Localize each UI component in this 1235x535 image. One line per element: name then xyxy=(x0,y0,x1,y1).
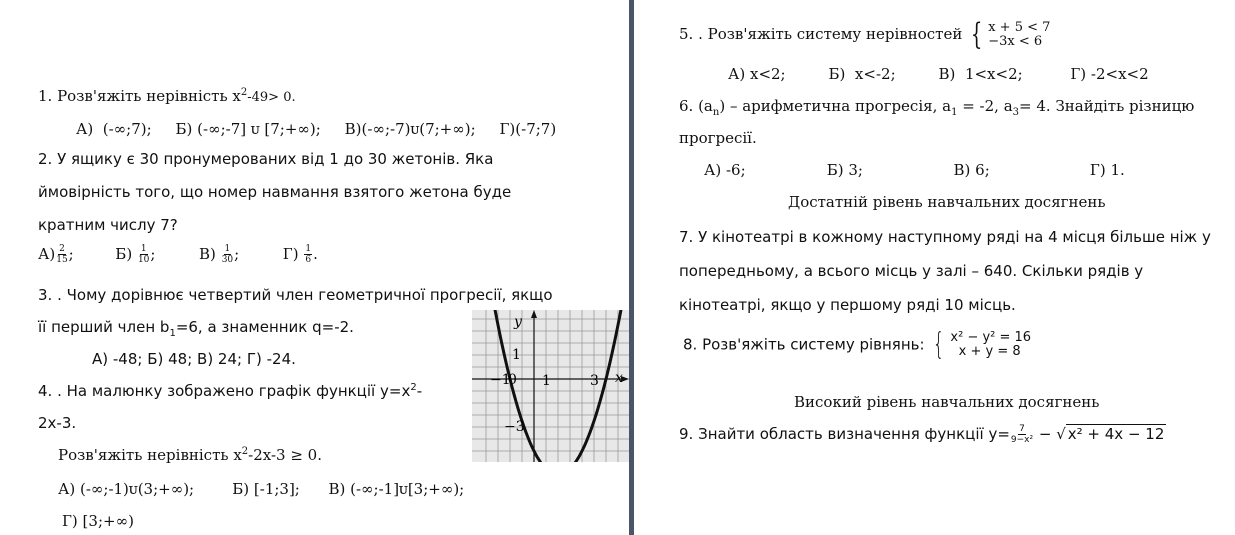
question-2-line-3: кратним числу 7? xyxy=(38,216,178,234)
question-2-answers xyxy=(38,244,318,265)
question-3-line-2: її перший член $b_1=6$, а знаменник q=-2. xyxy=(38,318,354,339)
question-7-line-2: попередньому, а всього місць у залі – 640. Скільки рядів у xyxy=(679,262,1144,280)
question-7-line-3: кінотеатрі, якщо у першому ряді 10 місць. xyxy=(679,296,1016,314)
question-3-answers: А) -48; Б) 48; В) 24; Г) -24. xyxy=(92,350,296,368)
answer-g: Г) $\frac{1}{6}$ . xyxy=(282,244,318,265)
question-4-answer-g: Г) [3;+∞) xyxy=(62,512,134,530)
tick-label-origin: 0 xyxy=(508,372,517,388)
question-3-line-1: 3. . Чому дорівнює четвертий член геометричної прогресії, якщо xyxy=(38,286,553,304)
question-1-answers: А) (-∞;7); Б) (-∞;-7] ᴜ [7;+∞); В)(-∞;-7)ᴜ(7;+∞); Г)(-7;7) xyxy=(76,120,557,138)
answer-b: Б) $\frac{1}{10}$ ; xyxy=(115,244,156,265)
tick-label-y-neg3: −3 xyxy=(504,419,525,435)
tick-label-x-1: 1 xyxy=(542,373,551,389)
question-6-answers: А) -6; Б) 3; В) 6; Г) 1. xyxy=(704,161,1125,179)
equation-system: { x² − y² = 16 x + y = 8 xyxy=(933,327,1032,362)
question-9: 9. Знайти область визначення функції y= $\frac{7}{\text{9−x²}}$ − √ x² + 4x − 12 xyxy=(679,424,1165,445)
tick-label-y-1: 1 xyxy=(512,347,521,363)
question-4-task: Розв'яжіть нерівність $x^2-2x-3 \ge 0$. xyxy=(58,446,322,464)
answer-a: А) $\frac{2}{15}$ ; xyxy=(38,244,74,265)
question-4-answers: А) (-∞;-1)ᴜ(3;+∞); Б) [-1;3]; В) (-∞;-1]ᴜ[3;+∞); xyxy=(58,480,465,498)
question-5: 5. . Розв'яжіть систему нерівностей { x + 5 < 7 −3x < 6 xyxy=(679,17,1051,52)
sqrt-sign: √ xyxy=(1056,425,1066,443)
question-2-line-1: 2. У ящику є 30 пронумерованих від 1 до 30 жетонів. Яка xyxy=(38,150,494,168)
question-6-line-2: прогресії. xyxy=(679,129,757,147)
question-4-line-2: 2x-3. xyxy=(38,414,77,432)
question-1: 1. Розв'яжіть нерівність $x^2-49> 0$. xyxy=(38,87,296,105)
y-axis-label: y xyxy=(514,314,522,330)
parabola-graph xyxy=(472,310,629,462)
answer-v: В) $\frac{1}{30}$ ; xyxy=(199,244,240,265)
question-5-answers: А) x<2; Б) x<-2; В) 1<x<2; Г) -2<x<2 xyxy=(728,65,1149,83)
section-heading-sufficient: Достатній рівень навчальних досягнень xyxy=(788,193,1106,211)
question-8: 8. Розв'яжіть систему рівнянь: { x² − y² = 16 x + y = 8 xyxy=(683,327,1032,362)
column-divider xyxy=(629,0,634,535)
inequality-system: { x + 5 < 7 −3x < 6 xyxy=(970,17,1051,52)
section-heading-high: Високий рівень навчальних досягнень xyxy=(794,393,1100,411)
x-axis-label: x xyxy=(615,370,623,386)
tick-label-x-3: 3 xyxy=(590,373,599,389)
question-6-line-1: 6. $(a_n)$ – арифметична прогресія, $a_1 = -2$, $a_3= 4$. Знайдіть різницю xyxy=(679,97,1195,118)
question-4-line-1: 4. . На малюнку зображено графік функції $y=x^2-$ xyxy=(38,382,423,400)
question-7-line-1: 7. У кінотеатрі в кожному наступному ряді на 4 місця більше ніж у xyxy=(679,228,1211,246)
question-2-line-2: ймовірність того, що номер навмання взятого жетона буде xyxy=(38,183,512,201)
tick-label-x-neg1: −1 xyxy=(490,372,511,388)
